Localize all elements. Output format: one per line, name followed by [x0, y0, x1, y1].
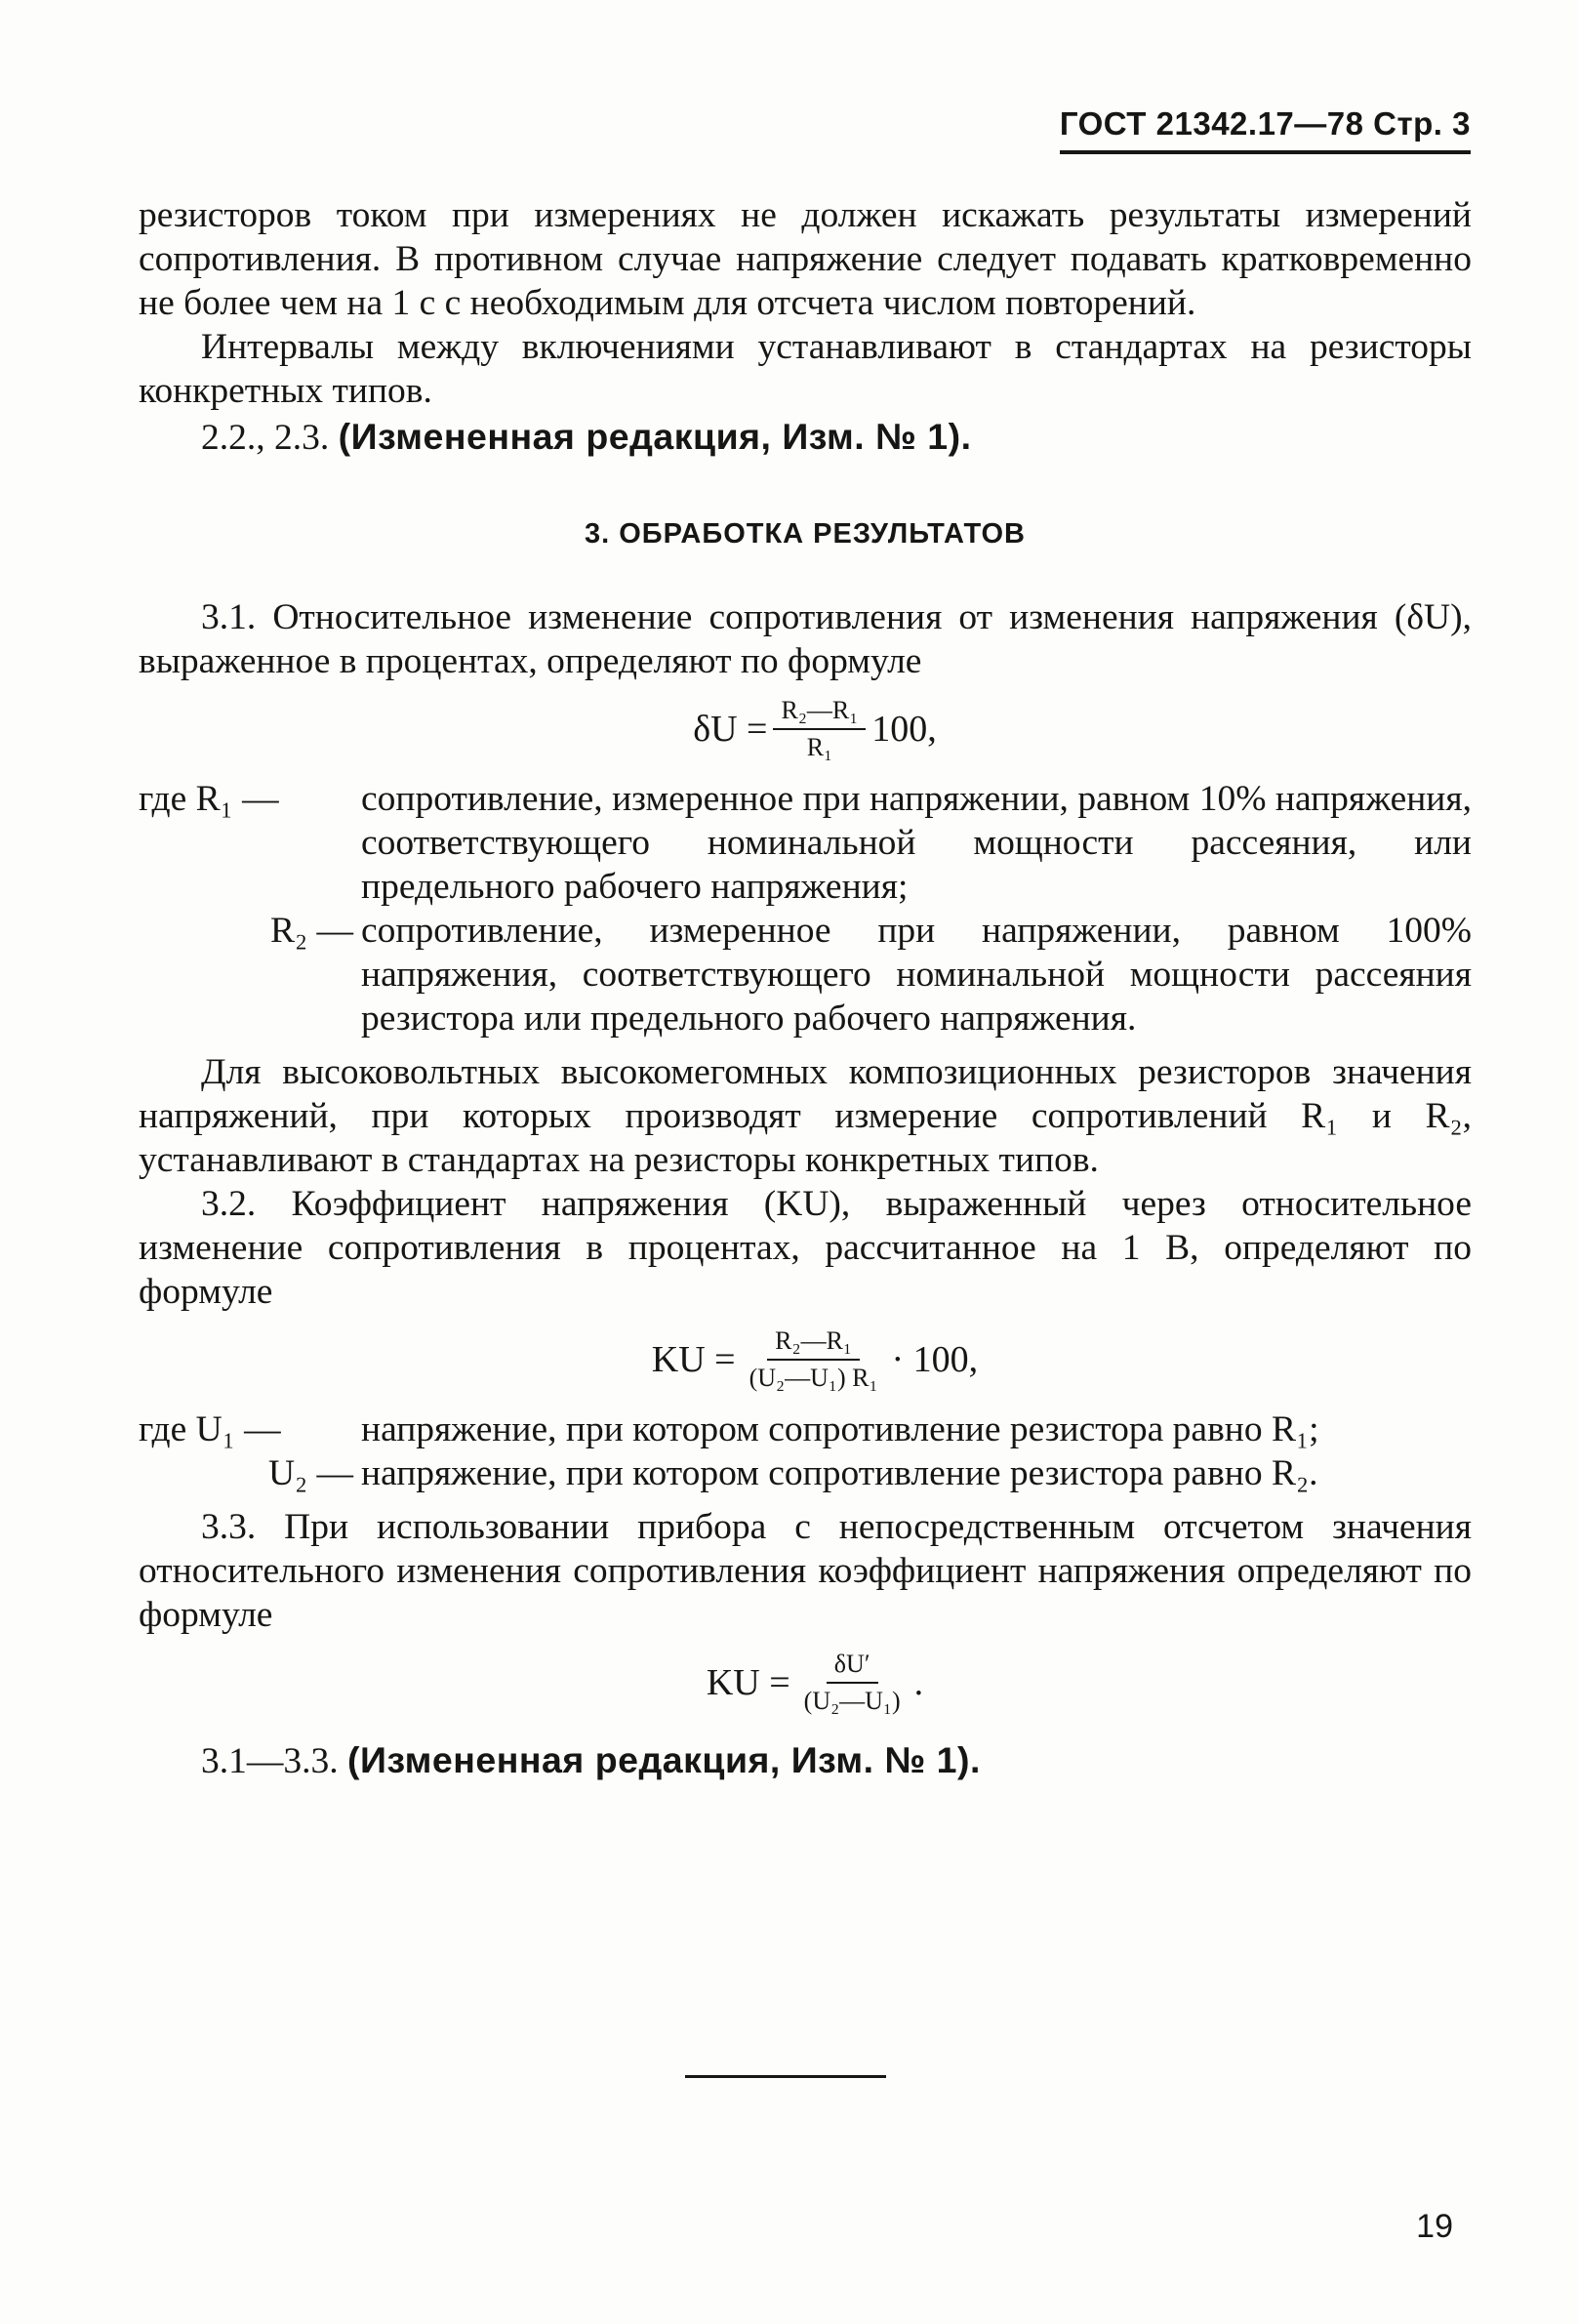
formula-3-tail: .: [913, 1661, 924, 1703]
page-number: 19: [1416, 2208, 1453, 2245]
definition-r1: [139, 777, 1472, 909]
end-rule: [685, 2075, 886, 2078]
definition-r1-label: где R₁ —: [139, 779, 279, 819]
formula-2-lhs: KU =: [651, 1338, 736, 1380]
definition-r2-text: сопротивление, измеренное при напряжении, равном 100% напряжения, соответствующего номинальной мощности рассеяния резистора или предельного рабочего напряжения.: [361, 911, 1472, 1039]
formula-1-numerator: R₂—R₁: [773, 695, 866, 730]
formula-3-numerator: δU′: [827, 1649, 878, 1684]
definition-u2-label: U₂ —: [267, 1453, 353, 1493]
paragraph-intervals: Интервалы между включениями устанавливают в стандартах на резисторы конкретных типов.: [139, 327, 1472, 411]
formula-3-denominator: (U₂—U₁): [803, 1687, 901, 1715]
formula-2-fraction: [742, 1325, 886, 1394]
amendment-note-2-number: 2.2., 2.3.: [201, 418, 330, 458]
amendment-note-2: [139, 415, 1472, 460]
definition-r2: [139, 909, 1472, 1040]
definition-r2-label: R₂ —: [270, 911, 353, 951]
definition-r1-text: сопротивление, измеренное при напряжении, равном 10% напряжения, соответствующего номинальной мощности рассеяния, или предельного рабочего напряжения;: [361, 779, 1472, 907]
formula-1-lhs: δU =: [693, 708, 768, 750]
formula-1-fraction: [773, 695, 866, 763]
formula-1-tail: 100,: [871, 708, 937, 750]
amendment-note-2-text: (Измененная редакция, Изм. № 1).: [338, 416, 972, 457]
definition-u2-text: напряжение, при котором сопротивление резистора равно R₂.: [361, 1453, 1318, 1493]
formula-ku-direct: [139, 1649, 1472, 1717]
formula-1-denominator: R₁: [806, 733, 833, 761]
formula-2-tail: · 100,: [891, 1338, 979, 1380]
formula-2-numerator: R₂—R₁: [767, 1325, 860, 1361]
paragraph-3-1: 3.1. Относительное изменение сопротивления от изменения напряжения (δU), выраженное в процентах, определяют по формуле: [139, 597, 1472, 681]
definition-u1-text: напряжение, при котором сопротивление резистора равно R₁;: [361, 1409, 1319, 1449]
formula-2-denominator: (U₂—U₁) R₁: [749, 1364, 878, 1392]
formula-3-fraction: [796, 1649, 909, 1717]
formula-delta-u: [139, 695, 1472, 763]
section-title: 3. ОБРАБОТКА РЕЗУЛЬТАТОВ: [584, 518, 1027, 550]
running-head: ГОСТ 21342.17—78 Стр. 3: [1060, 105, 1471, 154]
amendment-note-3: [139, 1738, 1472, 1783]
definition-u1: [139, 1407, 1472, 1451]
page-body: [139, 193, 1472, 1783]
formula-3-lhs: KU =: [706, 1661, 790, 1703]
definition-u2: [139, 1451, 1472, 1495]
paragraph-3-3: 3.3. При использовании прибора с непосредственным отсчетом значения относительного изменения сопротивления коэффициент напряжения определяют по формуле: [139, 1507, 1472, 1635]
amendment-note-3-text: (Измененная редакция, Изм. № 1).: [347, 1739, 981, 1780]
paragraph-3-2: 3.2. Коэффициент напряжения (KU), выраженный через относительное изменение сопротивления в процентах, рассчитанное на 1 В, определяют по формуле: [139, 1184, 1472, 1312]
definition-u1-label: где U₁ —: [139, 1409, 281, 1449]
formula-ku: [139, 1325, 1472, 1394]
amendment-note-3-number: 3.1—3.3.: [201, 1741, 339, 1781]
paragraph-continuation: резисторов током при измерениях не должен искажать результаты измерений сопротивления. В противном случае напряжение следует подавать кратковременно не более чем на 1 с с необходимым для отсчета числом повторений.: [139, 195, 1472, 323]
paragraph-high-voltage: Для высоковольтных высокомегомных композиционных резисторов значения напряжений, при которых производят измерение сопротивлений R₁ и R₂, устанавливают в стандартах на резисторы конкретных типов.: [139, 1052, 1472, 1180]
